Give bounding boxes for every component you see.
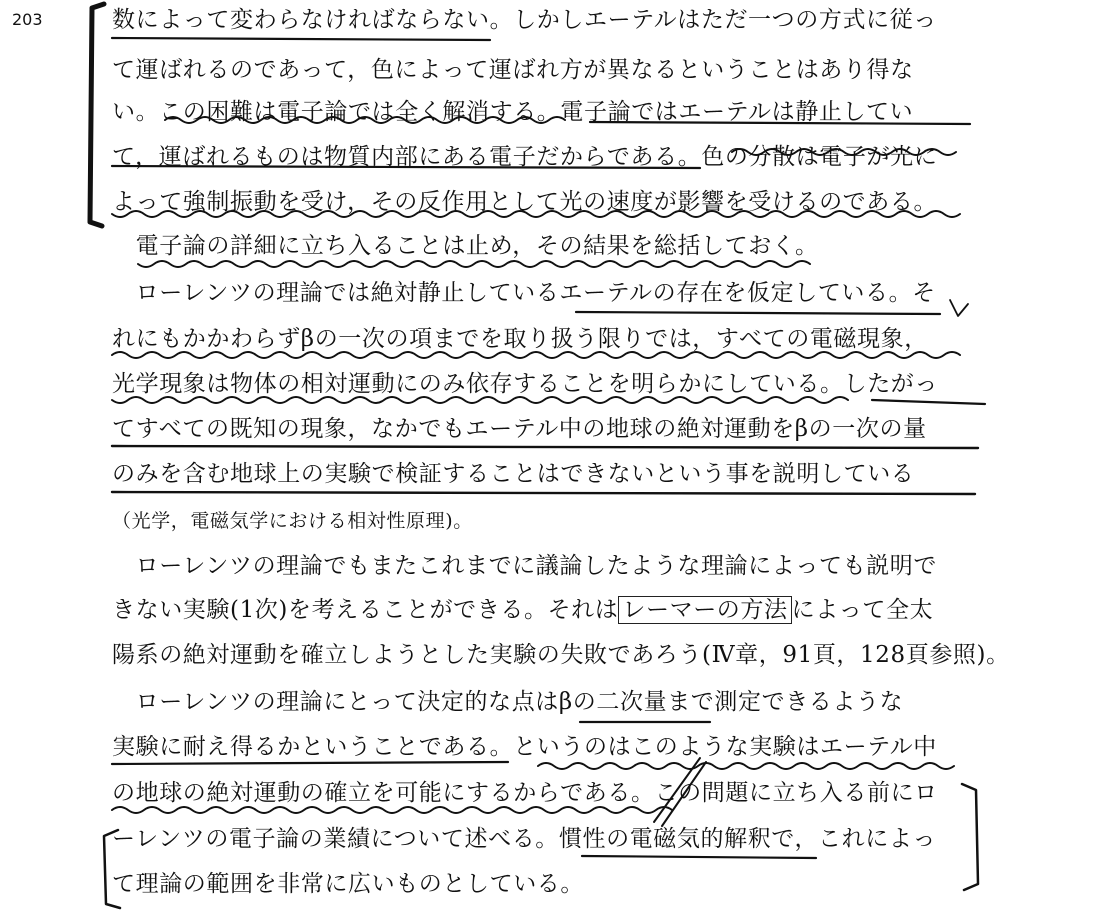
text-line: の地球の絶対運動の確立を可能にするからである。この問題に立ち入る前にロ	[112, 780, 938, 806]
text-line: 実験に耐え得るかということである。というのはこのような実験はエーテル中	[112, 734, 937, 760]
text-line: てすべての既知の現象，なかでもエーテル中の地球の絶対運動をβの一次の量	[112, 416, 927, 442]
text-line: のみを含む地球上の実験で検証することはできないという事を説明している	[112, 461, 915, 487]
text-segment: きない実験(1次)を考えることができる。それは	[112, 597, 619, 623]
text-line	[112, 592, 933, 628]
text-line: 電子論の詳細に立ち入ることは止め，その結果を総括しておく。	[112, 233, 819, 259]
text-line: て理論の範囲を非常に広いものとしている。	[112, 871, 584, 897]
text-line: （光学，電磁気学における相対性原理)。	[112, 510, 473, 532]
text-line: ローレンツの理論では絶対静止しているエーテルの存在を仮定している。そ	[112, 280, 936, 306]
text-segment: によって全太	[791, 597, 934, 623]
text-line: よって強制振動を受け，その反作用として光の速度が影響を受けるのである。	[112, 189, 938, 215]
text-line: 陽系の絶対運動を確立しようとした実験の失敗であろう(Ⅳ章，91頁，128頁参照)。	[112, 642, 1010, 668]
boxed-phrase: レーマーの方法	[618, 596, 791, 624]
text-line: 光学現象は物体の相対運動にのみ依存することを明らかにしている。したがっ	[112, 371, 938, 397]
text-line: ローレンツの理論でもまたこれまでに議論したような理論によっても説明で	[112, 553, 937, 579]
text-line: ローレンツの理論にとって決定的な点はβの二次量まで測定できるような	[112, 689, 904, 715]
page-number: 203	[12, 10, 43, 29]
text-line: 数によって変わらなければならない。しかしエーテルはただ一つの方式に従っ	[112, 7, 937, 33]
text-line: て運ばれるのであって，色によって運ばれ方が異なるということはあり得な	[112, 57, 914, 83]
text-line: て，運ばれるものは物質内部にある電子だからである。色の分散は電子が光に	[112, 144, 938, 170]
text-line: ーレンツの電子論の業績について述べる。慣性の電磁気的解釈で，これによっ	[112, 826, 937, 852]
text-line: れにもかかわらずβの一次の項までを取り扱う限りでは，すべての電磁現象，	[112, 326, 928, 352]
text-line: い。この困難は電子論では全く解消する。電子論ではエーテルは静止してい	[112, 99, 914, 125]
